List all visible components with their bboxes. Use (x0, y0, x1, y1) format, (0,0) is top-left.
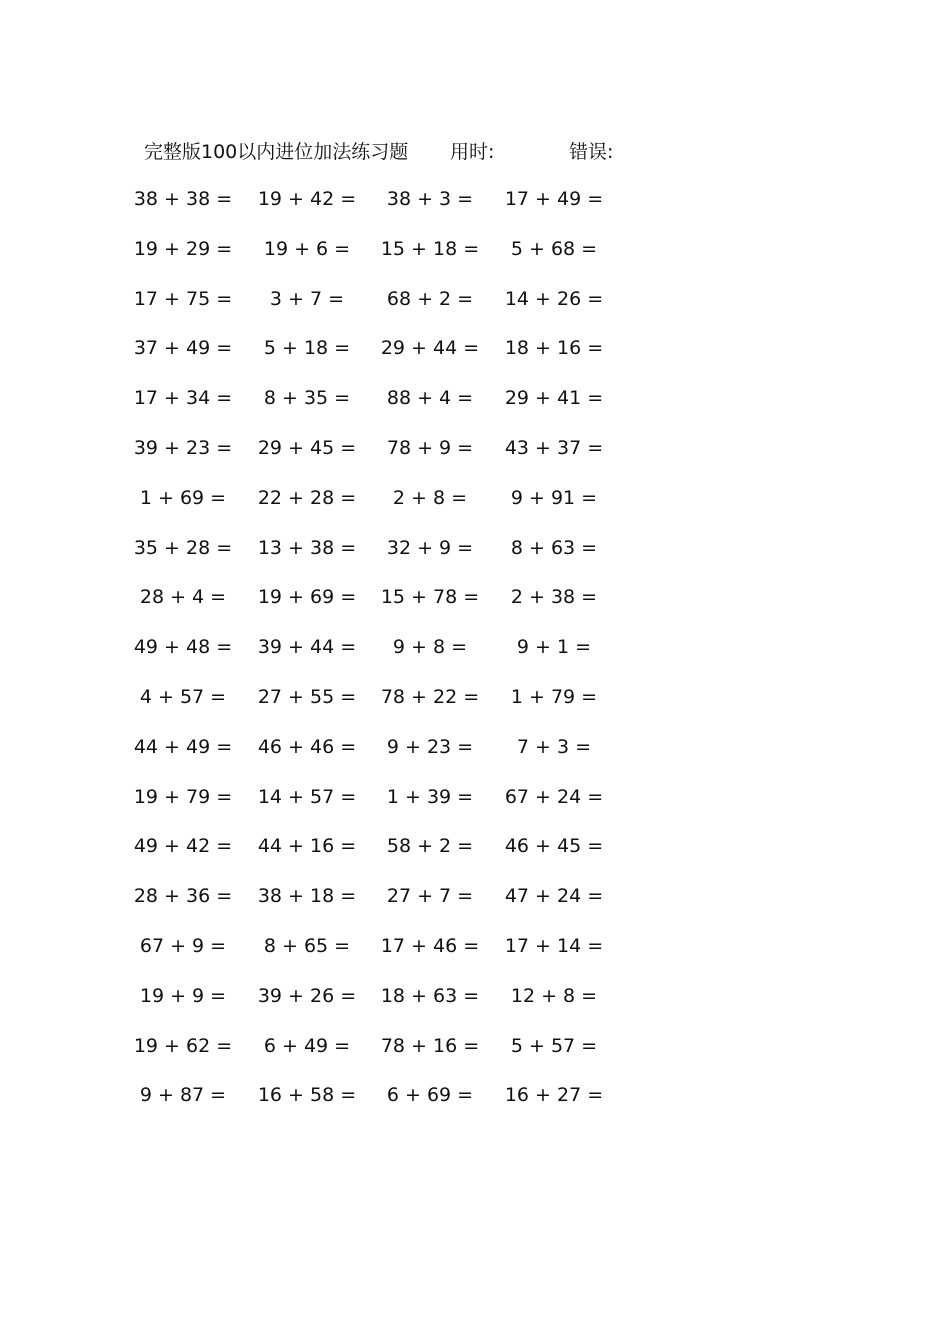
addition-problem: 6 + 49 = (263, 1034, 351, 1057)
addition-problem: 28 + 36 = (133, 885, 233, 908)
addition-problem: 7 + 3 = (516, 735, 592, 758)
addition-problem: 1 + 39 = (386, 785, 474, 808)
addition-problem: 13 + 38 = (257, 536, 357, 559)
addition-problem: 12 + 8 = (510, 984, 598, 1007)
addition-problem: 35 + 28 = (133, 536, 233, 559)
addition-problem: 39 + 26 = (257, 984, 357, 1007)
addition-problem: 9 + 91 = (510, 486, 598, 509)
addition-problem: 1 + 79 = (510, 685, 598, 708)
addition-problem: 9 + 23 = (386, 735, 474, 758)
addition-problem: 15 + 78 = (380, 586, 480, 609)
addition-problem: 78 + 9 = (386, 436, 474, 459)
addition-problem: 29 + 41 = (504, 387, 604, 410)
addition-problem: 29 + 45 = (257, 436, 357, 459)
addition-problem: 19 + 29 = (133, 237, 233, 260)
addition-problem: 47 + 24 = (504, 885, 604, 908)
worksheet-title: 完整版100以内进位加法练习题 (144, 141, 409, 163)
addition-problem: 68 + 2 = (386, 287, 474, 310)
addition-problem: 1 + 69 = (139, 486, 227, 509)
addition-problem: 8 + 65 = (263, 934, 351, 957)
addition-problem: 19 + 79 = (133, 785, 233, 808)
addition-problem: 46 + 46 = (257, 735, 357, 758)
addition-problem: 16 + 27 = (504, 1084, 604, 1107)
addition-problem: 15 + 18 = (380, 237, 480, 260)
addition-problem: 38 + 3 = (386, 188, 474, 210)
addition-problem: 19 + 9 = (139, 984, 227, 1007)
addition-problem: 27 + 55 = (257, 685, 357, 708)
addition-problem: 43 + 37 = (504, 436, 604, 459)
addition-problem: 9 + 87 = (139, 1084, 227, 1107)
addition-problem: 14 + 57 = (257, 785, 357, 808)
addition-problem: 14 + 26 = (504, 287, 604, 310)
addition-problem: 2 + 38 = (510, 586, 598, 609)
addition-problem: 78 + 22 = (380, 685, 480, 708)
addition-problem: 37 + 49 = (133, 337, 233, 360)
addition-problem: 18 + 16 = (504, 337, 604, 360)
addition-problem: 22 + 28 = (257, 486, 357, 509)
addition-problem: 28 + 4 = (139, 586, 227, 609)
addition-problem: 9 + 8 = (392, 636, 468, 659)
addition-problem: 67 + 9 = (139, 934, 227, 957)
addition-problem: 5 + 68 = (510, 237, 598, 260)
addition-problem: 29 + 44 = (380, 337, 480, 360)
addition-problem: 67 + 24 = (504, 785, 604, 808)
addition-problem: 38 + 18 = (257, 885, 357, 908)
addition-problem: 19 + 62 = (133, 1034, 233, 1057)
addition-problem: 46 + 45 = (504, 835, 604, 858)
addition-problem: 17 + 46 = (380, 934, 480, 957)
addition-problem: 19 + 6 = (263, 237, 351, 260)
addition-problem: 78 + 16 = (380, 1034, 480, 1057)
addition-problem: 27 + 7 = (386, 885, 474, 908)
addition-problem: 4 + 57 = (139, 685, 227, 708)
errors-label: 错误: (569, 141, 614, 163)
addition-problem: 44 + 49 = (133, 735, 233, 758)
addition-problem: 44 + 16 = (257, 835, 357, 858)
addition-problem: 88 + 4 = (386, 387, 474, 410)
addition-problem: 17 + 49 = (504, 188, 604, 210)
addition-problem: 38 + 38 = (133, 188, 233, 210)
addition-problem: 58 + 2 = (386, 835, 474, 858)
addition-problem: 17 + 14 = (504, 934, 604, 957)
addition-problem: 5 + 18 = (263, 337, 351, 360)
addition-problem: 39 + 44 = (257, 636, 357, 659)
addition-problem: 49 + 48 = (133, 636, 233, 659)
addition-problem: 8 + 35 = (263, 387, 351, 410)
addition-problem: 39 + 23 = (133, 436, 233, 459)
addition-problem: 32 + 9 = (386, 536, 474, 559)
addition-problem: 6 + 69 = (386, 1084, 474, 1107)
addition-problem: 9 + 1 = (516, 636, 592, 659)
addition-problem: 2 + 8 = (392, 486, 468, 509)
addition-problem: 19 + 69 = (257, 586, 357, 609)
addition-problem: 18 + 63 = (380, 984, 480, 1007)
addition-problem: 17 + 34 = (133, 387, 233, 410)
addition-problem: 17 + 75 = (133, 287, 233, 310)
addition-problem: 8 + 63 = (510, 536, 598, 559)
addition-problem: 5 + 57 = (510, 1034, 598, 1057)
addition-problem: 16 + 58 = (257, 1084, 357, 1107)
addition-problem: 19 + 42 = (257, 188, 357, 210)
addition-problem: 3 + 7 = (269, 287, 345, 310)
time-label: 用时: (450, 141, 495, 163)
addition-problem: 49 + 42 = (133, 835, 233, 858)
